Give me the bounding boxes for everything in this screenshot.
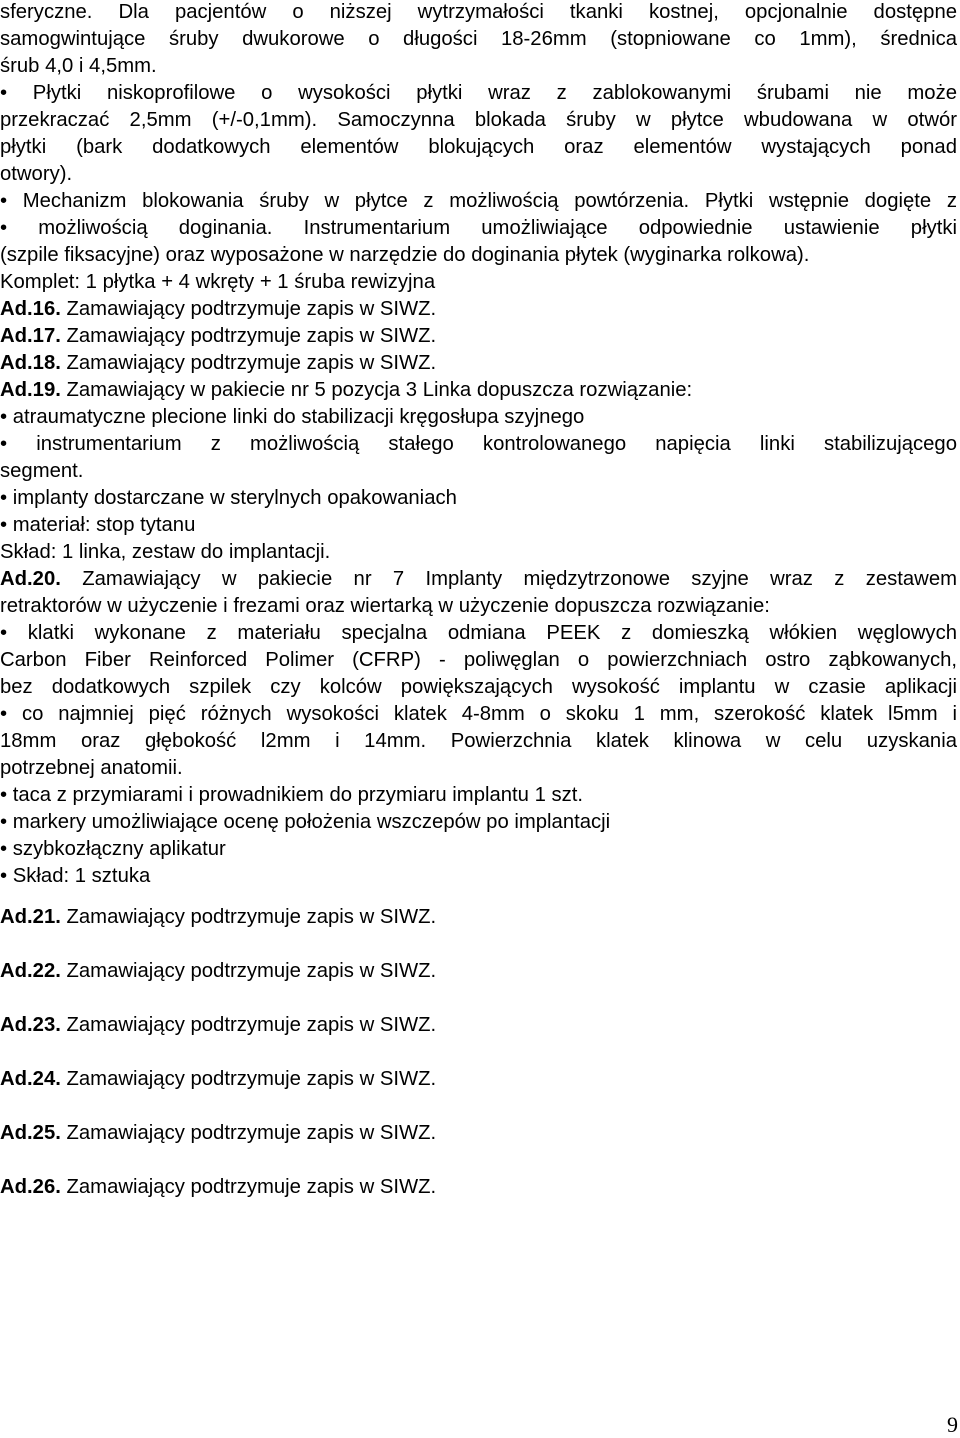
answer-label: Ad.20.	[0, 568, 61, 590]
text-line	[0, 458, 957, 485]
text-line	[0, 53, 957, 80]
answer-label: Ad.21.	[0, 906, 61, 928]
answer-line	[0, 1120, 957, 1147]
answer-line	[0, 958, 957, 985]
line-text: (szpile fiksacyjne) oraz wyposażone w narzędzie do doginania płytek (wyginarka rolkowa).	[0, 244, 810, 266]
text-line	[0, 269, 957, 296]
line-text: Zamawiający podtrzymuje zapis w SIWZ.	[60, 1014, 437, 1036]
line-text: • markery umożliwiające ocenę położenia wszczepów po implantacji	[0, 811, 611, 833]
text-line	[0, 728, 957, 755]
answer-label: Ad.19.	[0, 379, 61, 401]
answer-line	[0, 904, 957, 931]
text-line	[0, 701, 957, 728]
answer-line	[0, 1066, 957, 1093]
answer-label: Ad.22.	[0, 960, 61, 982]
text-line	[0, 215, 957, 242]
line-text: • Skład: 1 sztuka	[0, 865, 151, 887]
line-text: • atraumatyczne plecione linki do stabilizacji kręgosłupa szyjnego	[0, 406, 585, 428]
line-text: Zamawiający w pakiecie nr 7 Implanty międzytrzonowe szyjne wraz z zestawem	[60, 568, 957, 590]
line-text: Zamawiający podtrzymuje zapis w SIWZ.	[60, 325, 437, 347]
answer-label: Ad.24.	[0, 1068, 61, 1090]
answer-line	[0, 1012, 957, 1039]
text-line	[0, 485, 957, 512]
text-line	[0, 134, 957, 161]
text-line	[0, 161, 957, 188]
line-text: Komplet: 1 płytka + 4 wkręty + 1 śruba rewizyjna	[0, 271, 436, 293]
answer-line	[0, 323, 957, 350]
text-line	[0, 80, 957, 107]
line-text: potrzebnej anatomii.	[0, 757, 183, 779]
line-text: Zamawiający podtrzymuje zapis w SIWZ.	[60, 1176, 437, 1198]
answer-label: Ad.16.	[0, 298, 61, 320]
line-text: Skład: 1 linka, zestaw do implantacji.	[0, 541, 331, 563]
line-text: Zamawiający podtrzymuje zapis w SIWZ.	[60, 960, 437, 982]
line-text: segment.	[0, 460, 84, 482]
text-line	[0, 755, 957, 782]
line-text: Zamawiający podtrzymuje zapis w SIWZ.	[60, 1122, 437, 1144]
line-text: • taca z przymiarami i prowadnikiem do przymiaru implantu 1 szt.	[0, 784, 584, 806]
text-line	[0, 404, 957, 431]
line-text: śrub 4,0 i 4,5mm.	[0, 55, 157, 77]
line-text: Zamawiający podtrzymuje zapis w SIWZ.	[60, 298, 437, 320]
line-text: • Mechanizm blokowania śruby w płytce z możliwością powtórzenia. Płytki wstępnie dogięte z	[0, 190, 957, 212]
answer-line	[0, 377, 957, 404]
line-text: • możliwością doginania. Instrumentarium umożliwiające odpowiednie ustawienie płytki	[0, 217, 957, 239]
text-line	[0, 26, 957, 53]
line-text: 18mm oraz głębokość l2mm i 14mm. Powierzchnia klatek klinowa w celu uzyskania	[0, 730, 957, 752]
line-text: • Płytki niskoprofilowe o wysokości płytki wraz z zablokowanymi śrubami nie może	[0, 82, 957, 104]
text-line	[0, 674, 957, 701]
answer-label: Ad.17.	[0, 325, 61, 347]
text-line	[0, 107, 957, 134]
text-line	[0, 809, 957, 836]
line-text: • klatki wykonane z materiału specjalna odmiana PEEK z domieszką włókien węglowych	[0, 622, 957, 644]
text-line	[0, 593, 957, 620]
line-text: płytki (bark dodatkowych elementów blokujących oraz elementów wystających ponad	[0, 136, 957, 158]
answer-line	[0, 566, 957, 593]
text-line	[0, 863, 957, 890]
text-line	[0, 242, 957, 269]
line-text: • instrumentarium z możliwością stałego kontrolowanego napięcia linki stabilizującego	[0, 433, 957, 455]
line-text: retraktorów w użyczenie i frezami oraz wiertarką w użyczenie dopuszcza rozwiązanie:	[0, 595, 770, 617]
text-line	[0, 539, 957, 566]
line-text: Carbon Fiber Reinforced Polimer (CFRP) - poliwęglan o powierzchniach ostro ząbkowanych,	[0, 649, 957, 671]
line-text: bez dodatkowych szpilek czy kolców powiększających wysokość implantu w czasie aplikacji	[0, 676, 957, 698]
text-line	[0, 647, 957, 674]
line-text: Zamawiający podtrzymuje zapis w SIWZ.	[60, 906, 437, 928]
line-text: Zamawiający podtrzymuje zapis w SIWZ.	[60, 352, 437, 374]
page-number: 9	[947, 1412, 958, 1437]
answer-line	[0, 296, 957, 323]
answer-line	[0, 350, 957, 377]
line-text: Zamawiający w pakiecie nr 5 pozycja 3 Linka dopuszcza rozwiązanie:	[60, 379, 693, 401]
text-line	[0, 188, 957, 215]
line-text: Zamawiający podtrzymuje zapis w SIWZ.	[60, 1068, 437, 1090]
line-text: otwory).	[0, 163, 73, 185]
answer-label: Ad.26.	[0, 1176, 61, 1198]
text-line	[0, 512, 957, 539]
answer-label: Ad.25.	[0, 1122, 61, 1144]
answer-label: Ad.18.	[0, 352, 61, 374]
answer-label: Ad.23.	[0, 1014, 61, 1036]
line-text: • implanty dostarczane w sterylnych opakowaniach	[0, 487, 457, 509]
line-text: sferyczne. Dla pacjentów o niższej wytrzymałości tkanki kostnej, opcjonalnie dostępne	[0, 1, 957, 23]
line-text: • co najmniej pięć różnych wysokości klatek 4-8mm o skoku 1 mm, szerokość klatek l5mm i	[0, 703, 957, 725]
line-text: samogwintujące śruby dwukorowe o długości 18-26mm (stopniowane co 1mm), średnica	[0, 28, 957, 50]
text-line	[0, 0, 957, 26]
text-line	[0, 782, 957, 809]
line-text: • materiał: stop tytanu	[0, 514, 196, 536]
answer-line	[0, 1174, 957, 1201]
line-text: przekraczać 2,5mm (+/-0,1mm). Samoczynna blokada śruby w płytce wbudowana w otwór	[0, 109, 957, 131]
line-text: • szybkozłączny aplikatur	[0, 838, 226, 860]
text-line	[0, 836, 957, 863]
text-line	[0, 620, 957, 647]
text-line	[0, 431, 957, 458]
